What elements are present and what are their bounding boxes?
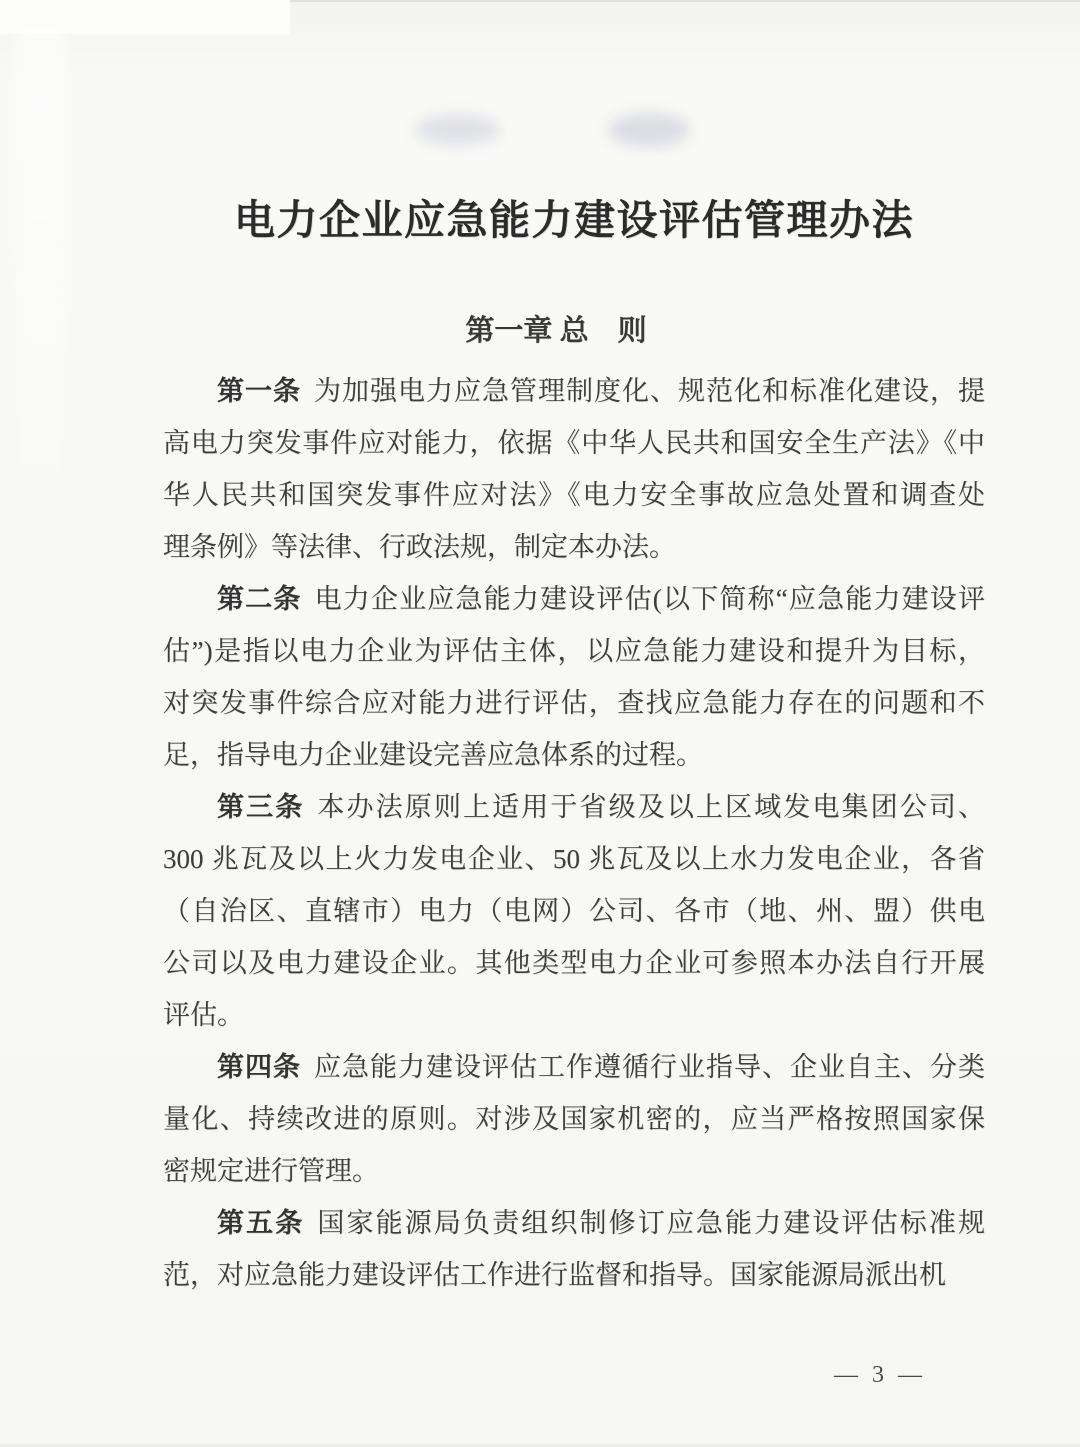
text-line: 公司以及电力建设企业。其他类型电力企业可参照本办法自行开展	[163, 948, 985, 978]
text-line: 第一条 为加强电力应急管理制度化、规范化和标准化建设，提	[217, 376, 985, 406]
text-line: 对突发事件综合应对能力进行评估，查找应急能力存在的问题和不	[163, 688, 985, 718]
text-line: 第三条 本办法原则上适用于省级及以上区域发电集团公司、	[217, 792, 986, 822]
article-number: 第五条	[217, 1208, 305, 1238]
document-title: 电力企业应急能力建设评估管理办法	[234, 197, 914, 243]
text-line: 量化、持续改进的原则。对涉及国家机密的，应当严格按照国家保	[163, 1104, 985, 1134]
chapter-heading: 第一章 总 则	[465, 315, 647, 347]
article-number: 第一条	[217, 376, 301, 406]
page-number: — 3 —	[834, 1362, 926, 1388]
text-line: （自治区、直辖市）电力（电网）公司、各市（地、州、盟）供电	[163, 896, 985, 926]
text-line: 评估。	[163, 1000, 244, 1030]
article-number: 第三条	[217, 792, 305, 822]
text-line: 第二条 电力企业应急能力建设评估(以下简称“应急能力建设评	[217, 584, 985, 614]
article-number: 第四条	[217, 1052, 301, 1082]
text-line: 估”)是指以电力企业为评估主体，以应急能力建设和提升为目标，	[163, 636, 985, 666]
text-line: 理条例》等法律、行政法规，制定本办法。	[163, 532, 676, 562]
text-line: 足，指导电力企业建设完善应急体系的过程。	[163, 740, 703, 770]
text-line: 第四条 应急能力建设评估工作遵循行业指导、企业自主、分类	[217, 1052, 985, 1082]
text-line: 高电力突发事件应对能力，依据《中华人民共和国安全生产法》《中	[163, 428, 985, 458]
scan-left-streak	[16, 28, 66, 588]
text-line: 范，对应急能力建设评估工作进行监督和指导。国家能源局派出机	[163, 1260, 946, 1290]
article-body	[163, 365, 985, 1301]
text-line: 华人民共和国突发事件应对法》《电力安全事故应急处置和调查处	[163, 480, 985, 510]
document-content	[163, 0, 985, 1301]
text-line: 300 兆瓦及以上火力发电企业、50 兆瓦及以上水力发电企业，各省	[163, 844, 985, 874]
text-line: 第五条 国家能源局负责组织制修订应急能力建设评估标准规	[217, 1208, 986, 1238]
article-number: 第二条	[217, 584, 302, 614]
text-line: 密规定进行管理。	[163, 1156, 379, 1186]
